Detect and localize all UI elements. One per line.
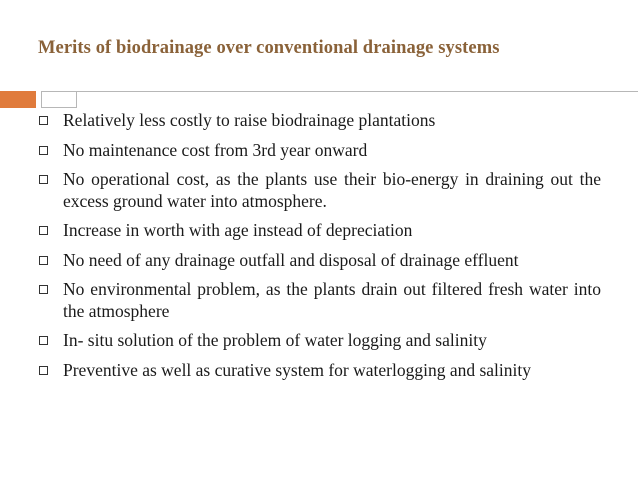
list-item: [38, 169, 601, 212]
list-item: [38, 279, 601, 322]
slide-title: Merits of biodrainage over conventional drainage systems: [38, 38, 500, 58]
accent-outline-box: [41, 91, 77, 108]
list-item: [38, 330, 601, 352]
bullet-text: Preventive as well as curative system for waterlogging and salinity: [63, 359, 531, 380]
square-bullet-icon: [39, 256, 48, 265]
square-bullet-icon: [39, 146, 48, 155]
list-item: [38, 140, 601, 162]
square-bullet-icon: [39, 116, 48, 125]
bullet-list: [38, 110, 601, 381]
accent-bar: [0, 91, 36, 108]
square-bullet-icon: [39, 175, 48, 184]
square-bullet-icon: [39, 226, 48, 235]
bullet-text: In- situ solution of the problem of water logging and salinity: [63, 330, 487, 350]
square-bullet-icon: [39, 285, 48, 294]
bullet-text: No need of any drainage outfall and disposal of drainage effluent: [63, 249, 519, 270]
title-divider: [44, 91, 638, 92]
bullet-text: No operational cost, as the plants use their bio-energy in draining out the excess ground water into atmosphere.: [63, 169, 601, 211]
list-item: [38, 110, 601, 132]
bullet-text: No environmental problem, as the plants drain out filtered fresh water into the atmosphere: [63, 279, 601, 321]
square-bullet-icon: [39, 336, 48, 345]
bullet-text: No maintenance cost from 3rd year onward: [63, 139, 368, 160]
bullet-text: Relatively less costly to raise biodrainage plantations: [63, 110, 436, 130]
list-item: [38, 250, 601, 272]
list-item: [38, 220, 601, 242]
square-bullet-icon: [39, 366, 48, 375]
bullet-text: Increase in worth with age instead of depreciation: [63, 220, 413, 240]
list-item: [38, 360, 601, 382]
